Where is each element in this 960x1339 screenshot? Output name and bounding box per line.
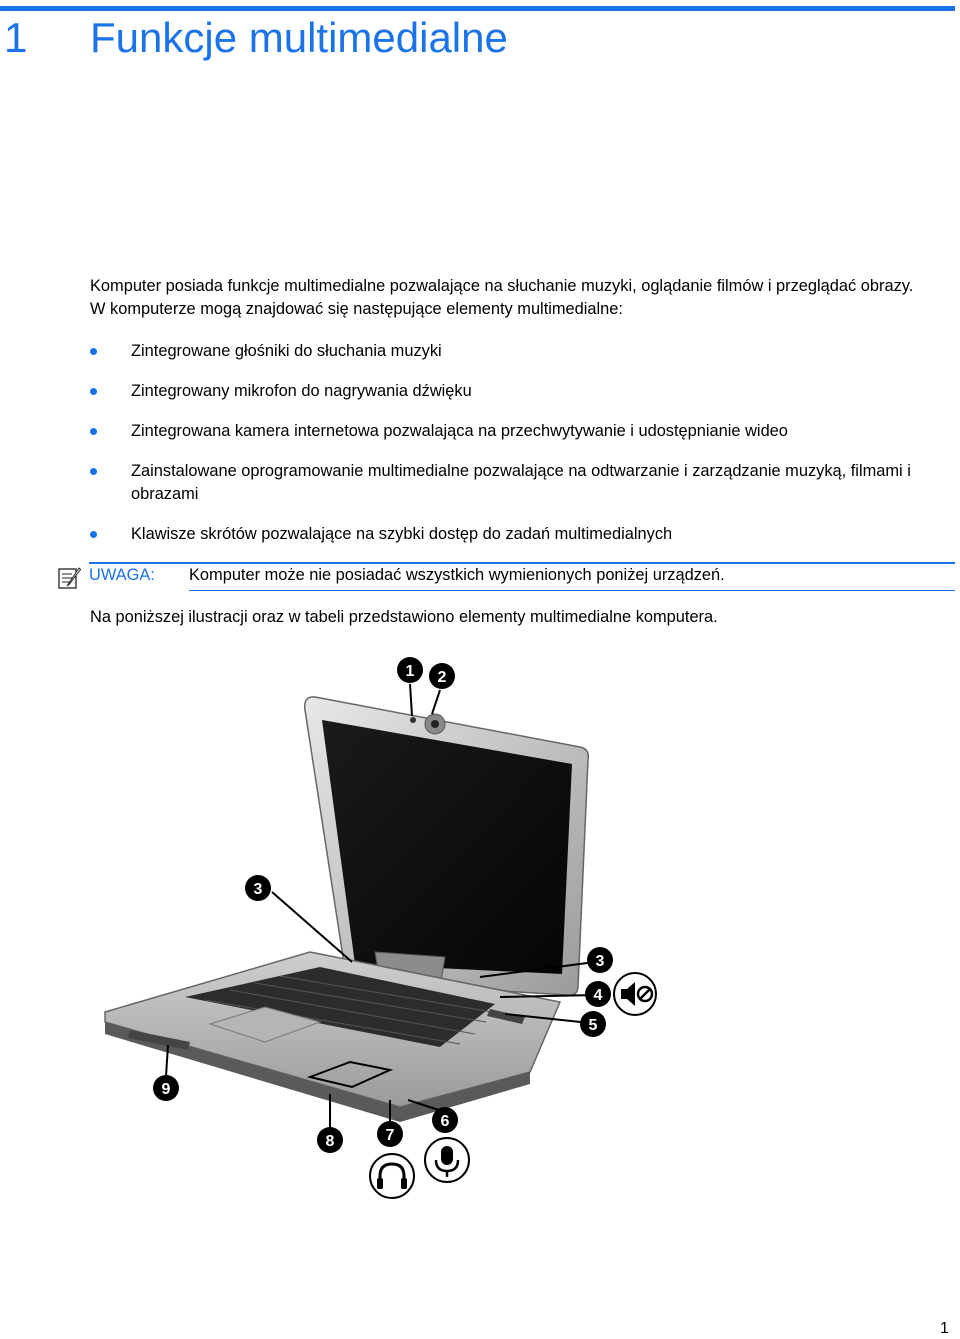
list-item-text: Zintegrowany mikrofon do nagrywania dźwięku	[131, 382, 472, 400]
svg-text:6: 6	[440, 1113, 450, 1130]
microphone-hole-icon	[410, 717, 416, 723]
chapter-number: 1	[4, 14, 28, 61]
feature-list	[90, 340, 920, 563]
svg-text:2: 2	[437, 669, 447, 686]
callout-2	[429, 663, 455, 689]
chapter-title: Funkcje multimedialne	[90, 14, 508, 61]
callout-5	[580, 1011, 606, 1037]
list-item-text: Zintegrowane głośniki do słuchania muzyki	[131, 342, 442, 360]
list-item	[90, 460, 920, 506]
list-item	[90, 380, 920, 403]
top-rule	[0, 6, 955, 11]
callout-3b	[587, 947, 613, 973]
bullet-icon	[90, 348, 97, 355]
note-text: Komputer może nie posiadać wszystkich wymienionych poniżej urządzeń.	[189, 566, 725, 584]
callout-1	[397, 657, 423, 683]
note-bottom-rule	[189, 590, 955, 591]
headphone-icon	[370, 1154, 414, 1198]
svg-text:5: 5	[588, 1017, 598, 1034]
callout-6	[432, 1107, 458, 1133]
callout-8	[317, 1127, 343, 1153]
bullet-icon	[90, 388, 97, 395]
microphone-icon	[425, 1138, 469, 1182]
svg-text:4: 4	[593, 987, 603, 1004]
page-number: 1	[940, 1320, 949, 1337]
svg-text:1: 1	[405, 663, 415, 680]
note-label: UWAGA:	[89, 566, 155, 584]
figure-caption: Na poniższej ilustracji oraz w tabeli przedstawiono elementy multimedialne komputera.	[90, 608, 718, 626]
svg-text:8: 8	[325, 1133, 335, 1150]
bullet-icon	[90, 468, 97, 475]
list-item	[90, 340, 920, 363]
callout-7	[377, 1121, 403, 1147]
list-item	[90, 523, 920, 546]
bullet-icon	[90, 428, 97, 435]
display-screen	[322, 720, 572, 974]
note-box	[57, 562, 955, 592]
callout-3	[245, 875, 271, 901]
list-item-text: Zintegrowana kamera internetowa pozwalająca na przechwytywanie i udostępnianie wideo	[131, 422, 788, 440]
note-top-rule	[89, 562, 955, 564]
callout-4	[585, 981, 611, 1007]
callout-9	[153, 1075, 179, 1101]
laptop-illustration	[90, 652, 670, 1212]
mute-icon	[614, 973, 656, 1015]
bullet-icon	[90, 531, 97, 538]
list-item	[90, 420, 920, 443]
svg-text:9: 9	[161, 1081, 171, 1098]
chapter-heading	[4, 14, 508, 62]
note-icon	[57, 566, 81, 590]
svg-text:3: 3	[595, 953, 605, 970]
list-item-text: Zainstalowane oprogramowanie multimedialne pozwalające na odtwarzanie i zarządzanie muzyką, filmami i obrazami	[131, 462, 911, 503]
intro-paragraph: Komputer posiada funkcje multimedialne pozwalające na słuchanie muzyki, oglądanie filmów i przeglądać obrazy. W komputerze mogą znajdować się następujące elementy multimedialne:	[90, 277, 914, 318]
svg-text:7: 7	[385, 1127, 395, 1144]
list-item-text: Klawisze skrótów pozwalające na szybki dostęp do zadań multimedialnych	[131, 525, 673, 543]
svg-text:3: 3	[253, 881, 263, 898]
